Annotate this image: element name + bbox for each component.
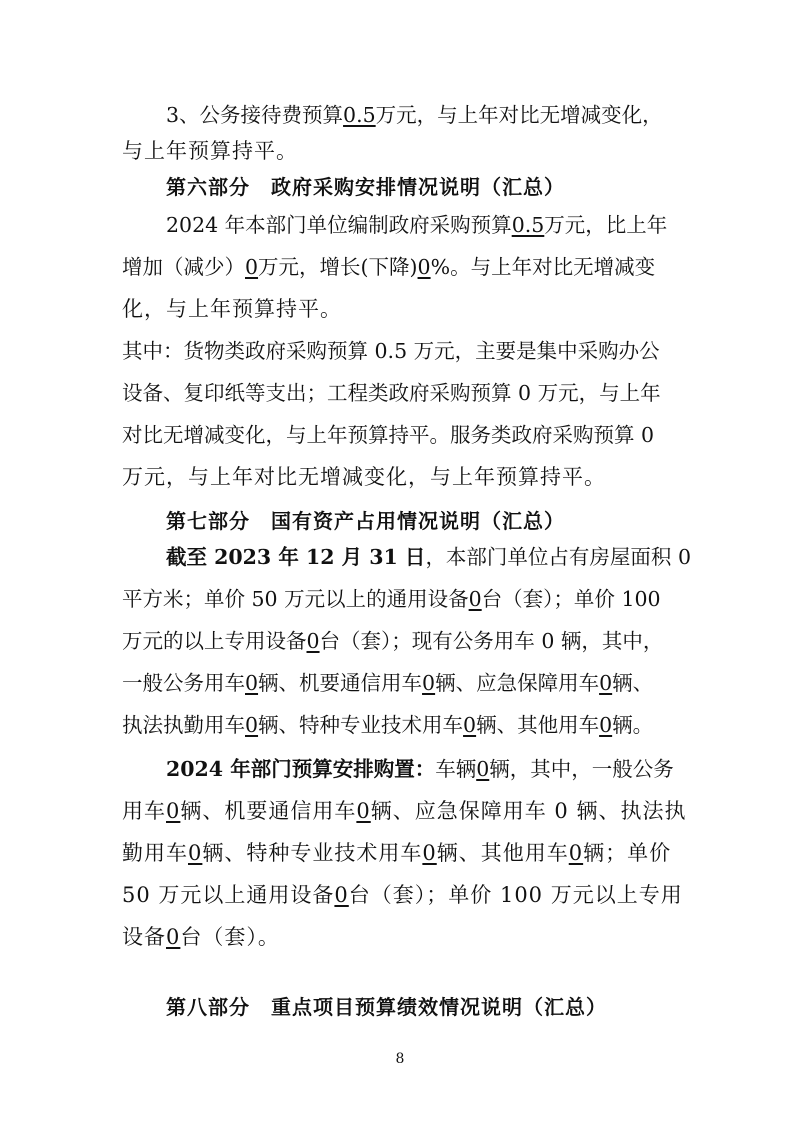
underlined-value: 0: [306, 629, 320, 653]
paragraph-line: [122, 668, 692, 698]
text-run: 辆、机要通信用车: [258, 671, 423, 695]
text-run: 辆、机要通信用车: [180, 799, 357, 823]
underlined-value: 0: [245, 255, 259, 279]
paragraph-line: [122, 294, 692, 324]
underlined-value: 0.5: [511, 213, 545, 237]
text-run: 增加（减少）: [122, 255, 245, 279]
paragraph-line: [122, 626, 692, 656]
section-heading-7: 第七部分 国有资产占用情况说明（汇总）: [166, 509, 565, 533]
paragraph-line: [122, 880, 692, 910]
paragraph-line: [122, 336, 692, 366]
paragraph-line: [166, 542, 692, 572]
text-run: 2024 年本部门单位编制政府采购预算: [166, 213, 512, 237]
underlined-value: 0: [334, 883, 349, 907]
text-run: %。与上年对比无增减变: [430, 255, 656, 279]
text-run: 其中：货物类政府采购预算 0.5 万元，主要是集中采购办公: [122, 339, 660, 363]
text-run: 勤用车: [122, 841, 188, 865]
page-number: 8: [395, 1051, 405, 1067]
paragraph-line: [122, 710, 692, 740]
paragraph-line: [122, 252, 692, 282]
section-heading-6: 第六部分 政府采购安排情况说明（汇总）: [166, 175, 565, 199]
text-run: 台（套）；单价 100: [481, 587, 661, 611]
text-run: 辆、: [612, 671, 654, 695]
paragraph-line: [166, 100, 692, 130]
bold-text: 2024 年部门预算安排购置：: [166, 757, 436, 781]
underlined-value: 0: [166, 925, 181, 949]
paragraph-line: [122, 462, 692, 492]
text-run: 万元的以上专用设备: [122, 629, 307, 653]
paragraph-line: [166, 754, 692, 784]
underlined-value: 0: [599, 671, 613, 695]
text-run: 辆；单价: [583, 841, 672, 865]
underlined-value: 0: [166, 799, 181, 823]
text-run: 对比无增减变化，与上年预算持平。服务类政府采购预算 0: [122, 423, 655, 447]
text-run: 辆。: [612, 713, 654, 737]
paragraph-line: [122, 838, 692, 868]
text-run: 车辆: [435, 757, 477, 781]
text-run: 万元，比上年: [544, 213, 668, 237]
text-run: 万元，增长(下降): [258, 255, 418, 279]
underlined-value: 0.5: [343, 103, 376, 127]
underlined-value: 0: [422, 671, 436, 695]
text-run: 辆、应急保障用车 0 辆、执法执: [370, 799, 687, 823]
underlined-value: 0: [568, 841, 584, 865]
text-run: 50 万元以上通用设备: [122, 883, 335, 907]
text-run: 平方米；单价 50 万元以上的通用设备: [122, 587, 469, 611]
paragraph-line: [122, 136, 692, 166]
underlined-value: 0: [468, 587, 482, 611]
text-run: 辆、其他用车: [436, 841, 569, 865]
text-run: 设备、复印纸等支出；工程类政府采购预算 0 万元，与上年: [122, 381, 661, 405]
underlined-value: 0: [599, 713, 613, 737]
paragraph-line: [122, 378, 692, 408]
text-run: 台（套）。: [180, 925, 280, 949]
text-run: 与上年预算持平。: [122, 139, 298, 163]
paragraph-line: [166, 210, 692, 240]
underlined-value: 0: [356, 799, 371, 823]
underlined-value: 0: [476, 757, 490, 781]
text-run: 万元，与上年对比无增减变化，与上年预算持平。: [122, 465, 606, 489]
text-run: 设备: [122, 925, 166, 949]
underlined-value: 0: [188, 841, 203, 865]
underlined-value: 0: [417, 255, 431, 279]
text-run: 执法执勤用车: [122, 713, 245, 737]
paragraph-line: [122, 584, 692, 614]
text-run: 用车: [122, 799, 166, 823]
underlined-value: 0: [245, 671, 259, 695]
bold-text: 截至 2023 年 12 月 31 日: [166, 545, 426, 569]
text-run: 辆、特种专业技术用车: [258, 713, 464, 737]
underlined-value: 0: [463, 713, 477, 737]
text-run: 一般公务用车: [122, 671, 245, 695]
text-run: 化，与上年预算持平。: [122, 297, 342, 321]
text-run: 万元，与上年对比无增减变化，: [375, 103, 663, 127]
section-heading-8: 第八部分 重点项目预算绩效情况说明（汇总）: [166, 995, 607, 1019]
text-run: 辆、应急保障用车: [435, 671, 600, 695]
paragraph-line: [122, 922, 692, 952]
text-run: 辆、其他用车: [476, 713, 600, 737]
underlined-value: 0: [245, 713, 259, 737]
paragraph-line: [122, 796, 692, 826]
text-run: 辆，其中，一般公务: [489, 757, 674, 781]
paragraph-line: [122, 420, 692, 450]
text-run: ，本部门单位占有房屋面积 0: [425, 545, 691, 569]
text-run: 台（套）；现有公务用车 0 辆，其中，: [319, 629, 664, 653]
text-run: 辆、特种专业技术用车: [202, 841, 423, 865]
text-run: 台（套）；单价 100 万元以上专用: [348, 883, 683, 907]
underlined-value: 0: [422, 841, 437, 865]
text-run: 3、公务接待费预算: [166, 103, 344, 127]
